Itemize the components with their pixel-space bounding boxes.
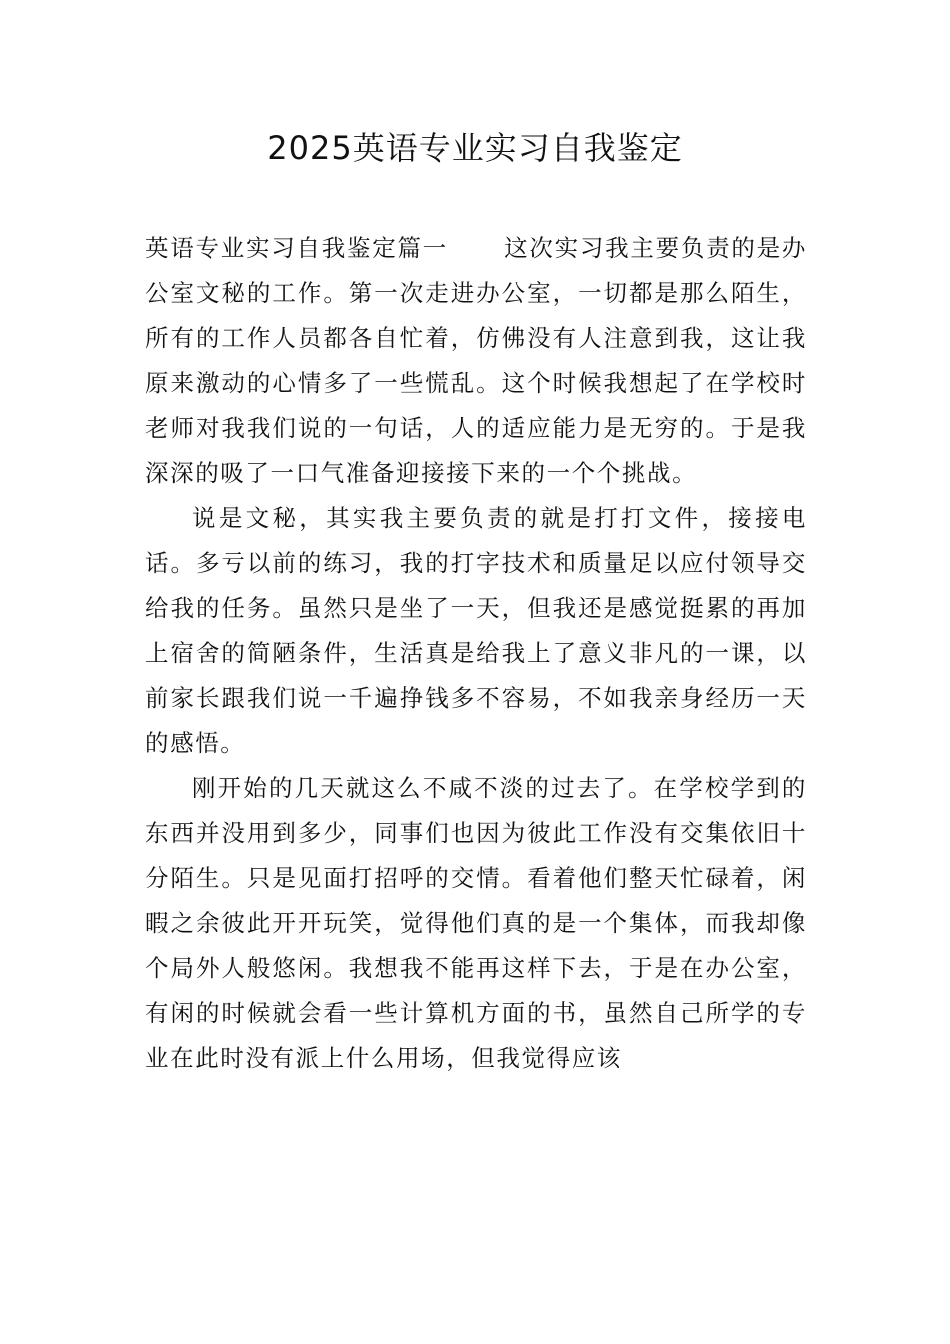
paragraph-1-text: 这次实习我主要负责的是办公室文秘的工作。第一次走进办公室，一切都是那么陌生，所有的工作人员都各自忙着，仿佛没有人注意到我，这让我原来激动的心情多了一些慌乱。这个时候我想起了在学校时老师对我我们说的一句话，人的适应能力是无穷的。于是我深深的吸了一口气准备迎接接下来的一个个挑战。: [145, 234, 807, 487]
document-body: [145, 226, 807, 1081]
section-heading: 英语专业实习自我鉴定篇一: [145, 234, 448, 262]
paragraph-1: [145, 226, 807, 496]
paragraph-2: 说是文秘，其实我主要负责的就是打打文件，接接电话。多亏以前的练习，我的打字技术和质量足以应付领导交给我的任务。虽然只是坐了一天，但我还是感觉挺累的再加上宿舍的简陋条件，生活真是给我上了意义非凡的一课，以前家长跟我们说一千遍挣钱多不容易，不如我亲身经历一天的感悟。: [145, 504, 807, 757]
paragraph-3: 刚开始的几天就这么不咸不淡的过去了。在学校学到的东西并没用到多少，同事们也因为彼此工作没有交集依旧十分陌生。只是见面打招呼的交情。看着他们整天忙碌着，闲暇之余彼此开开玩笑，觉得他们真的是一个集体，而我却像个局外人般悠闲。我想我不能再这样下去，于是在办公室，有闲的时候就会看一些计算机方面的书，虽然自己所学的专业在此时没有派上什么用场，但我觉得应该: [145, 774, 807, 1072]
document-title: 2025英语专业实习自我鉴定: [267, 129, 683, 167]
